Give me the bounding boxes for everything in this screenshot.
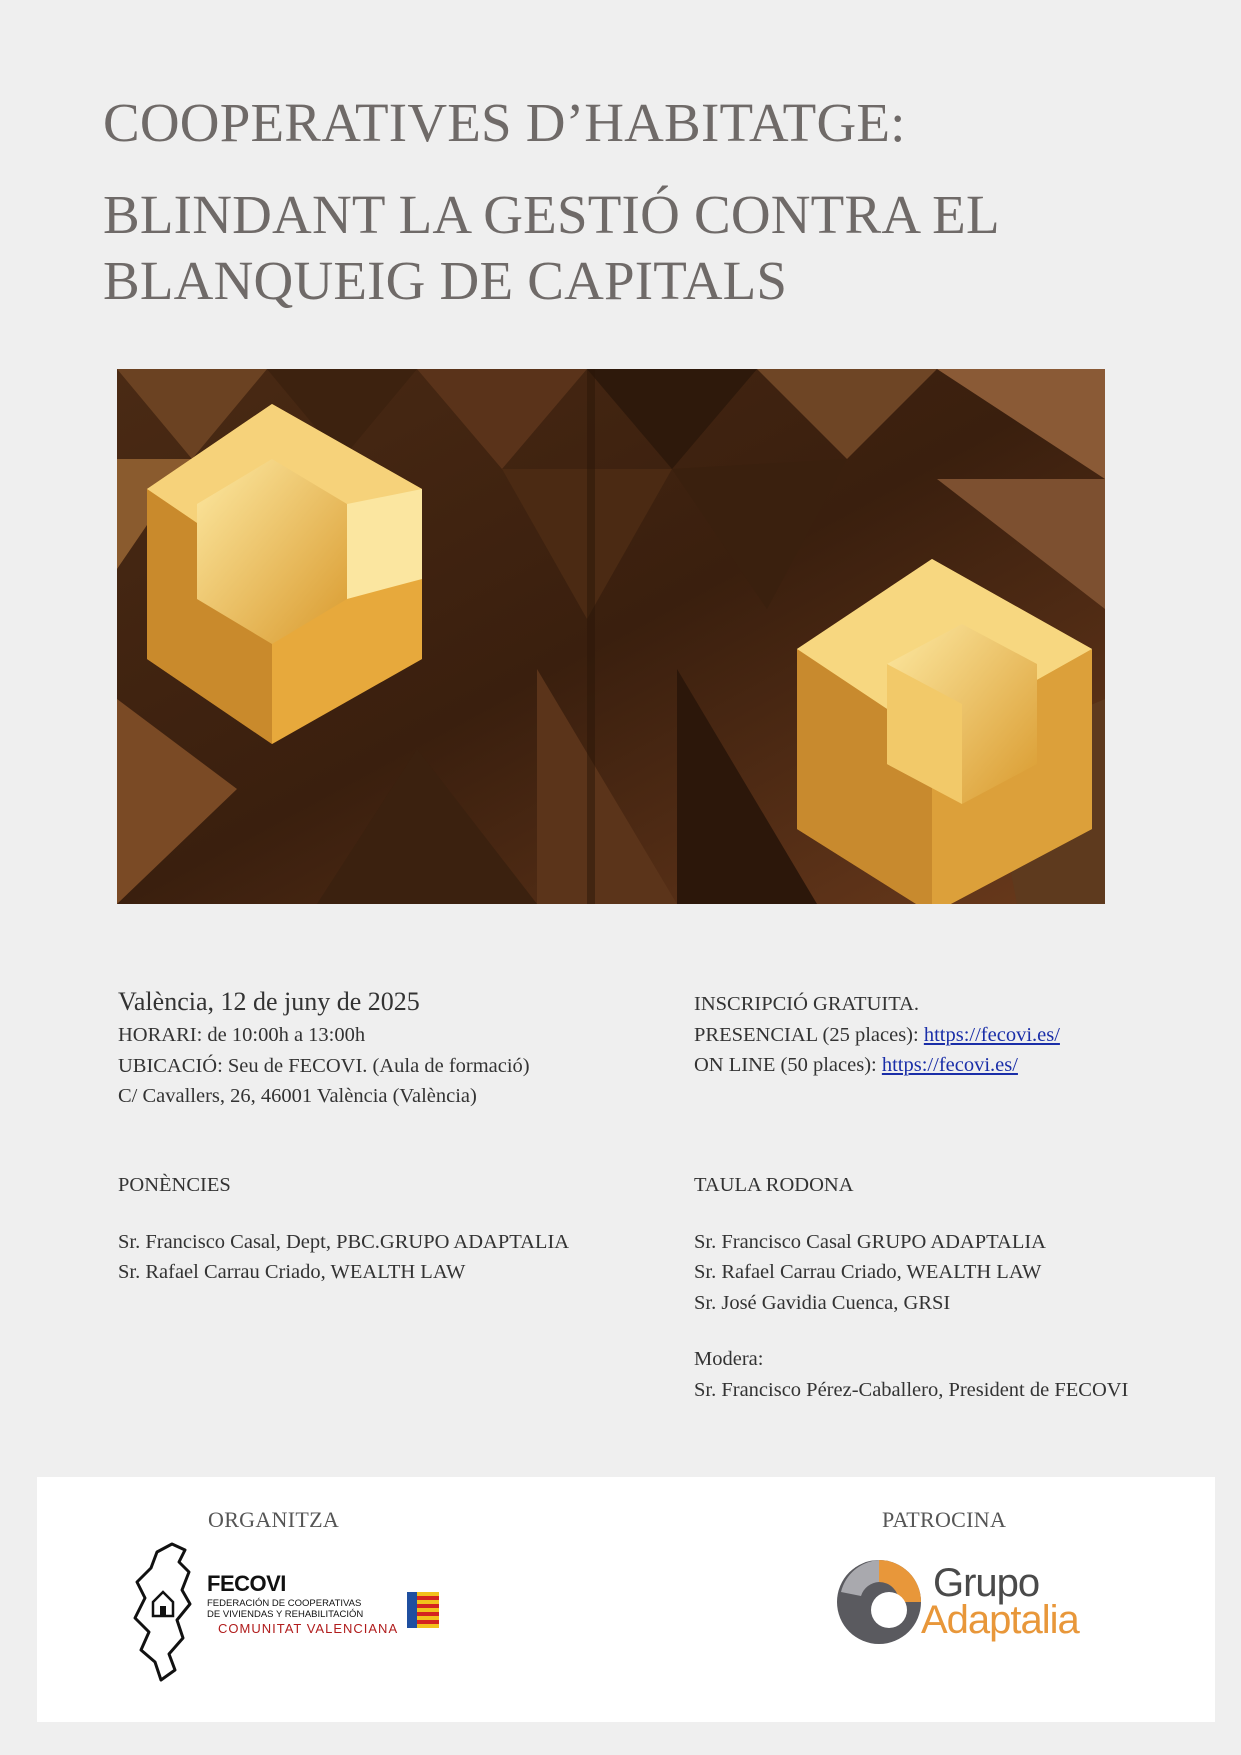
registration-details — [694, 989, 1060, 1081]
event-horari: HORARI: de 10:00h a 13:00h — [118, 1024, 366, 1046]
sponsors-footer — [37, 1477, 1215, 1722]
taula-participant: Sr. Rafael Carrau Criado, WEALTH LAW — [694, 1261, 1042, 1283]
ponencies-speaker: Sr. Rafael Carrau Criado, WEALTH LAW — [118, 1261, 466, 1283]
taula-participant: Sr. José Gavidia Cuenca, GRSI — [694, 1291, 951, 1314]
presencial-link[interactable]: https://fecovi.es/ — [923, 1023, 1060, 1046]
sponsor-word-adaptalia: Adaptalia — [921, 1598, 1079, 1642]
registration-heading: INSCRIPCIÓ GRATUITA. — [694, 993, 920, 1015]
ponencies-speaker: Sr. Francisco Casal, Dept, PBC.GRUPO ADAPTALIA — [118, 1230, 570, 1253]
spacer — [118, 1201, 569, 1227]
online-link[interactable]: https://fecovi.es/ — [881, 1054, 1018, 1076]
taula-rodona-heading: TAULA RODONA — [694, 1174, 854, 1196]
fecovi-subtitle: FEDERACIÓN DE COOPERATIVAS DE VIVIENDAS Y REHABILITACIÓN — [207, 1598, 364, 1620]
patrocina-label: PATROCINA — [882, 1507, 1007, 1532]
moderator-name: Sr. Francisco Pérez-Caballero, President de FECOVI — [694, 1378, 1129, 1401]
event-ubicacio: UBICACIÓ: Seu de FECOVI. (Aula de formació) — [118, 1054, 530, 1077]
fecovi-region: COMUNITAT VALENCIANA — [218, 1621, 399, 1636]
banner-image — [117, 369, 1105, 904]
title-line-2: BLINDANT LA GESTIÓ CONTRA EL BLANQUEIG DE CAPITALS — [103, 184, 998, 311]
event-address: C/ Cavallers, 26, 46001 València (València) — [118, 1085, 477, 1107]
presencial-label: PRESENCIAL (25 places): — [694, 1023, 924, 1046]
ponencies-heading: PONÈNCIES — [118, 1174, 231, 1196]
ponencies-section — [118, 1170, 569, 1288]
online-line — [694, 1050, 1060, 1081]
online-label: ON LINE (50 places): — [694, 1054, 882, 1076]
presencial-line — [694, 1020, 1060, 1051]
organitza-label: ORGANITZA — [208, 1507, 340, 1532]
taula-rodona-section — [694, 1170, 1128, 1405]
spacer — [694, 1318, 1128, 1344]
sponsor-word-grupo: Grupo — [933, 1561, 1040, 1605]
fecovi-name: FECOVI — [207, 1571, 286, 1596]
moderator-label: Modera: — [694, 1348, 764, 1370]
event-date: València, 12 de juny de 2025 — [118, 987, 420, 1016]
taula-participant: Sr. Francisco Casal GRUPO ADAPTALIA — [694, 1230, 1046, 1253]
event-details — [118, 984, 530, 1112]
spacer — [694, 1201, 1128, 1227]
title-line-1: COOPERATIVES D’HABITATGE: — [103, 92, 906, 153]
